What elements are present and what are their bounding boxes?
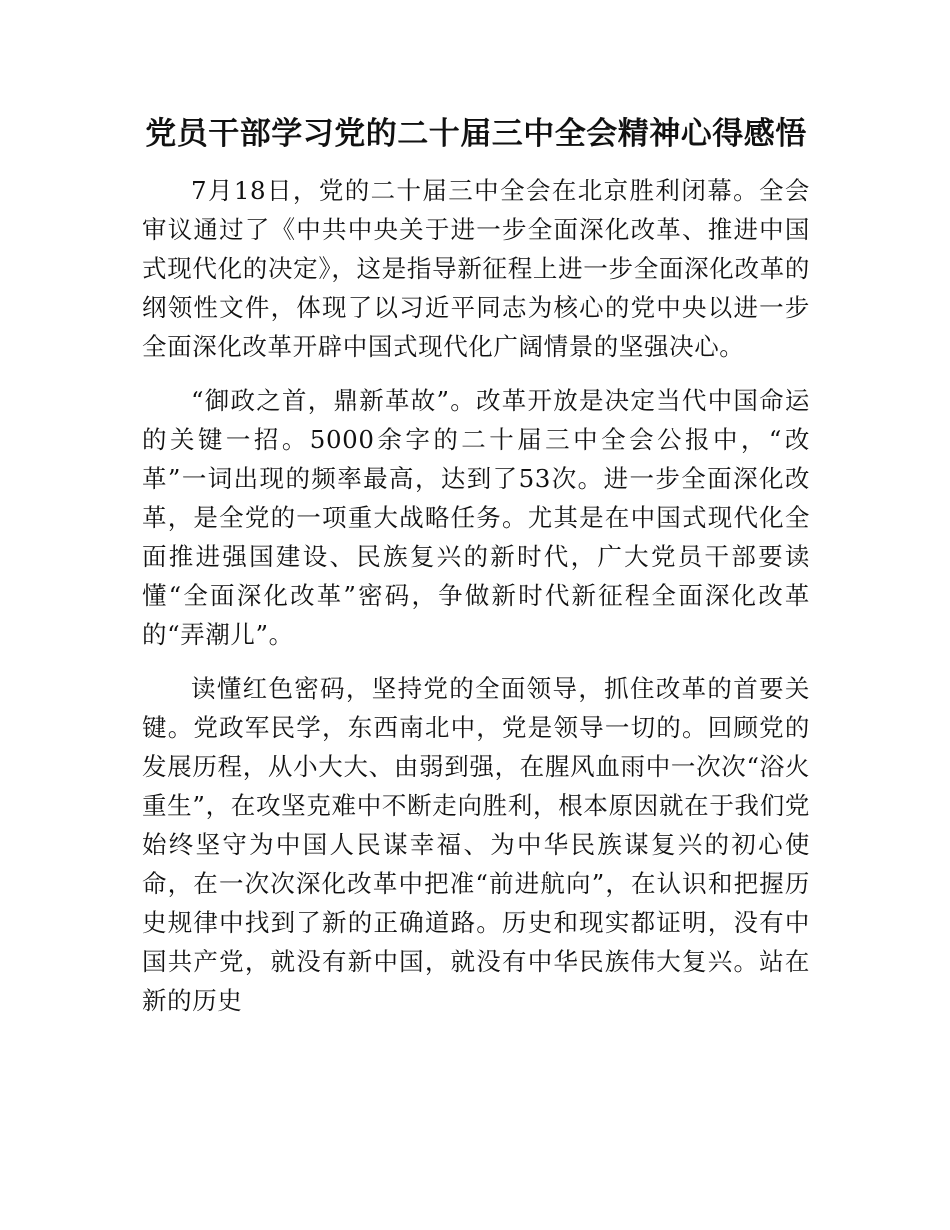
paragraph-3: 读懂红色密码，坚持党的全面领导，抓住改革的首要关键。党政军民学，东西南北中，党是领导一切的。回顾党的发展历程，从小大大、由弱到强，在腥风血雨中一次次“浴火重生”，在攻坚克难中不断走向胜利，根本原因就在于我们党始终坚守为中国人民谋幸福、为中华民族谋复兴的初心使命，在一次次深化改革中把准“前进航向”，在认识和把握历史规律中找到了新的正确道路。历史和现实都证明，没有中国共产党，就没有新中国，就没有中华民族伟大复兴。站在新的历史 [142, 674, 810, 1015]
document-page [142, 112, 810, 1020]
document-title: 党员干部学习党的二十届三中全会精神心得感悟 [145, 116, 807, 152]
paragraph-2: “御政之首，鼎新革故”。改革开放是决定当代中国命运的关键一招。5000余字的二十届三中全会公报中，“改革”一词出现的频率最高，达到了53次。进一步全面深化改革，是全党的一项重大战略任务。尤其是在中国式现代化全面推进强国建设、民族复兴的新时代，广大党员干部要读懂“全面深化改革”密码，争做新时代新征程全面深化改革的“弄潮儿”。 [142, 386, 810, 649]
paragraph-1: 7月18日，党的二十届三中全会在北京胜利闭幕。全会审议通过了《中共中央关于进一步全面深化改革、推进中国式现代化的决定》，这是指导新征程上进一步全面深化改革的纲领性文件，体现了以习近平同志为核心的党中央以进一步全面深化改革开辟中国式现代化广阔情景的坚强决心。 [142, 176, 810, 361]
